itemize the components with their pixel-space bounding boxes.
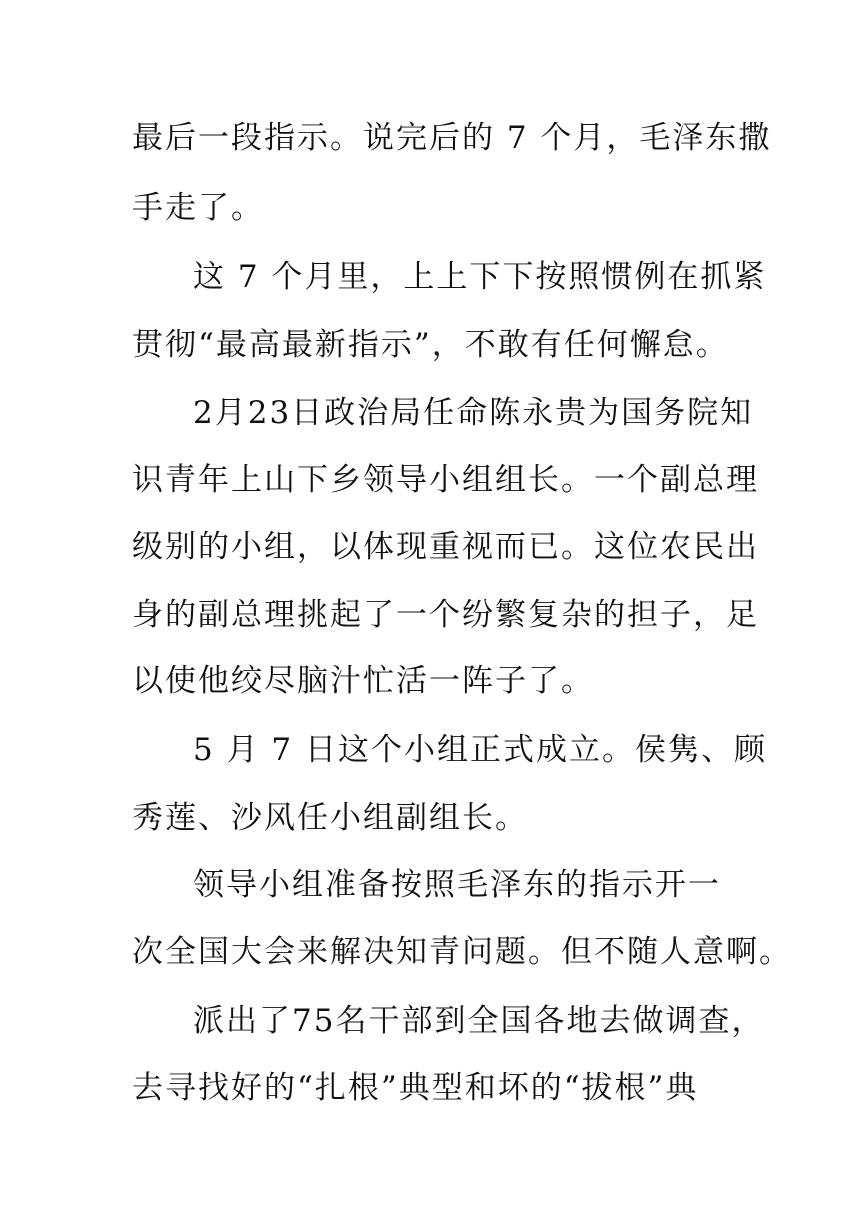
text-line: 身的副总理挑起了一个纷繁复杂的担子，足	[132, 597, 759, 633]
text-line: 最后一段指示。说完后的 7 个月，毛泽东撒	[132, 120, 772, 156]
paragraph-start-line: 5 月 7 日这个小组正式成立。侯隽、顾	[193, 732, 768, 768]
text-line: 级别的小组，以体现重视而已。这位农民出	[132, 529, 759, 565]
paragraph-start-line: 这 7 个月里，上上下下按照惯例在抓紧	[193, 259, 767, 295]
text-line: 手走了。	[132, 190, 264, 226]
text-line: 去寻找好的“扎根”典型和坏的“拔根”典	[132, 1070, 699, 1106]
text-line: 秀莲、沙风任小组副组长。	[132, 800, 528, 836]
text-line: 以使他绞尽脑汁忙活一阵子了。	[132, 663, 594, 699]
text-line: 贯彻“最高最新指示”，不敢有任何懈怠。	[132, 327, 729, 363]
paragraph-start-line: 派出了75名干部到全国各地去做调查，	[193, 1003, 765, 1039]
paragraph-start-line: 领导小组准备按照毛泽东的指示开一	[193, 867, 721, 903]
text-line: 次全国大会来解决知青问题。但不随人意啊。	[132, 934, 792, 970]
paragraph-start-line: 2月23日政治局任命陈永贵为国务院知	[193, 395, 754, 431]
text-line: 识青年上山下乡领导小组组长。一个副总理	[132, 462, 759, 498]
